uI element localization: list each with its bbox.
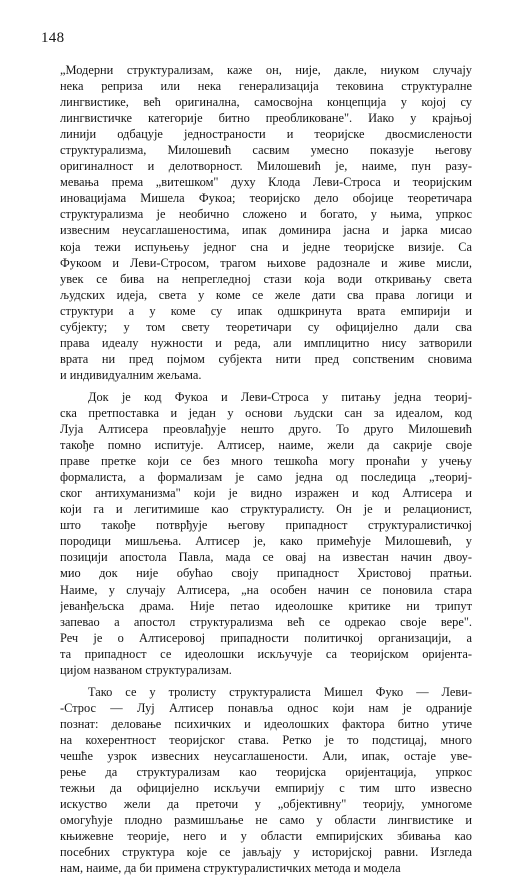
text-line: формалиста, а формализам је само једна од последица „теориј- — [60, 470, 472, 485]
text-line: Наиме, у случају Алтисера, „на особен начин се поновила стара — [60, 582, 472, 597]
text-line: цијом названом структурализам. — [60, 662, 232, 677]
text-line: посебних структура које се јављају у историјској равни. Изгледа — [60, 845, 472, 860]
text-line: јеванђељска драма. Није петао идеолошке критике ни трипут — [60, 598, 472, 613]
paragraph-3 — [60, 684, 472, 876]
text-line: породици мишљења. Алтисер је, како примећује Милошевић, у — [60, 534, 472, 549]
text-line: који га и легитимише као структуралисту. Он је и релационист, — [60, 502, 472, 517]
text-line: што такође потврђује његову припадност структуралистичкој — [60, 518, 472, 533]
text-line: -Строс — Луј Алтисер понавља однос који нам је одраније — [60, 700, 472, 715]
text-line: линији одбацује једностраности и теоријске двосмислености — [60, 127, 472, 142]
paragraph-1 — [60, 62, 472, 383]
text-line: нам, наиме, да би примена структуралистичких метода и модела — [60, 861, 401, 876]
text-line: на кохерентност теоријског става. Ретко је то подстицај, много — [60, 732, 472, 747]
text-line: врата ни пред појмом субјекта нити пред сопственим сновима — [60, 351, 472, 366]
text-line: књижевне теорије, него и у области емпиријских збивања као — [60, 829, 472, 844]
text-line: рење да структурализам као теоријска оријентација, упркос — [60, 765, 472, 780]
text-line: субјекту; у том свету теоретичари су официјелно дали сва — [60, 319, 472, 334]
text-line: Луја Алтисера преовлађује нешто друго. То друго Милошевић — [60, 422, 472, 437]
text-line: Док је код Фукоа и Леви-Строса у питању једна теориј- — [88, 389, 472, 404]
page-number: 148 — [41, 30, 65, 46]
text-line: лингвистичке категорије битно преобликоване". Иако у крајњој — [60, 111, 472, 126]
text-line: људских идеја, света у коме се желе дати сва права логици и — [60, 287, 472, 302]
body-text — [60, 62, 472, 876]
text-line: иновацијама Мишела Фукоа; теоријско дело обојице теоретичара — [60, 191, 472, 206]
text-line: такође помно испитује. Алтисер, наиме, жели да сакрије своје — [60, 438, 472, 453]
text-line: Тако се у тролисту структуралиста Мишел Фуко — Леви- — [88, 684, 472, 699]
text-line: познат: деловање психичких и идеолошких фактора битно утиче — [60, 716, 472, 731]
text-line: запевао а апостол структурализма већ се одрекао своје вере". — [60, 614, 472, 629]
text-line: та припадност се идеолошки искључује са теоријском оријента- — [60, 646, 472, 661]
text-line: Реч је о Алтисеровој припадности политичкој организацији, а — [60, 630, 472, 645]
text-line: мевања према „витешком" духу Клода Леви-Строса и теоријским — [60, 175, 472, 190]
text-line: чешће узрок извесних неусаглашености. Али, ипак, остаје уве- — [60, 748, 472, 763]
text-line: нека репризa или нека генерализација тековина структуралне — [60, 79, 472, 94]
text-line: лингвистике, већ оригинална, самосвојна концепција у којој су — [60, 95, 472, 110]
text-line: „Модерни структурализам, каже он, није, дакле, ниуком случају — [60, 63, 472, 77]
text-line: тежњи да официјелно искључи емпирију с тим што извесно — [60, 781, 472, 796]
text-line: ска претпоставка и један у основи људски сан за идеалом, код — [60, 405, 472, 420]
text-line: Фукоом и Леви-Стросом, трагом њихове радознале и живе мисли, — [60, 255, 472, 270]
text-line: која тежи испуњењу једног сна и једне теоријске визије. Са — [60, 239, 472, 254]
text-line: омогућује плодно размишљање не само у области лингвистике и — [60, 813, 472, 828]
text-line: права идеалу нужности и реда, али имплицитно нису затворили — [60, 335, 472, 350]
text-line: извесним неусаглашеностима, ипак доминира јасна и јарка мисао — [60, 223, 472, 238]
text-line: позицији апостола Павла, мада се овај на известан начин двоу- — [60, 550, 472, 565]
text-line: оригиналност и делотворност. Милошевић је, наиме, пун разу- — [60, 159, 472, 174]
text-line: увек се бива на непрегледној стази која води откривању света — [60, 271, 472, 286]
paragraph-2 — [60, 389, 472, 678]
text-line: структури а у коме су ипак одшкринута врата емпирији и — [60, 303, 472, 318]
text-line: и индивидуалним жељама. — [60, 367, 202, 382]
text-line: структурализма, Милошевић сасвим умесно показује његову — [60, 143, 472, 158]
text-line: искуство жели да преточи у „објективну" теорију, умногоме — [60, 797, 472, 812]
text-line: праве претке који се без много тешкоћа могу пронаћи у учењу — [60, 454, 472, 469]
text-line: мио док није обућао своју припадност Христовој пратњи. — [60, 566, 472, 581]
text-line: ског антихуманизма" који је видно изражен и код Алтисера и — [60, 486, 472, 501]
text-line: структурализма је необично сложено и богато, у њима, упркос — [60, 207, 472, 222]
